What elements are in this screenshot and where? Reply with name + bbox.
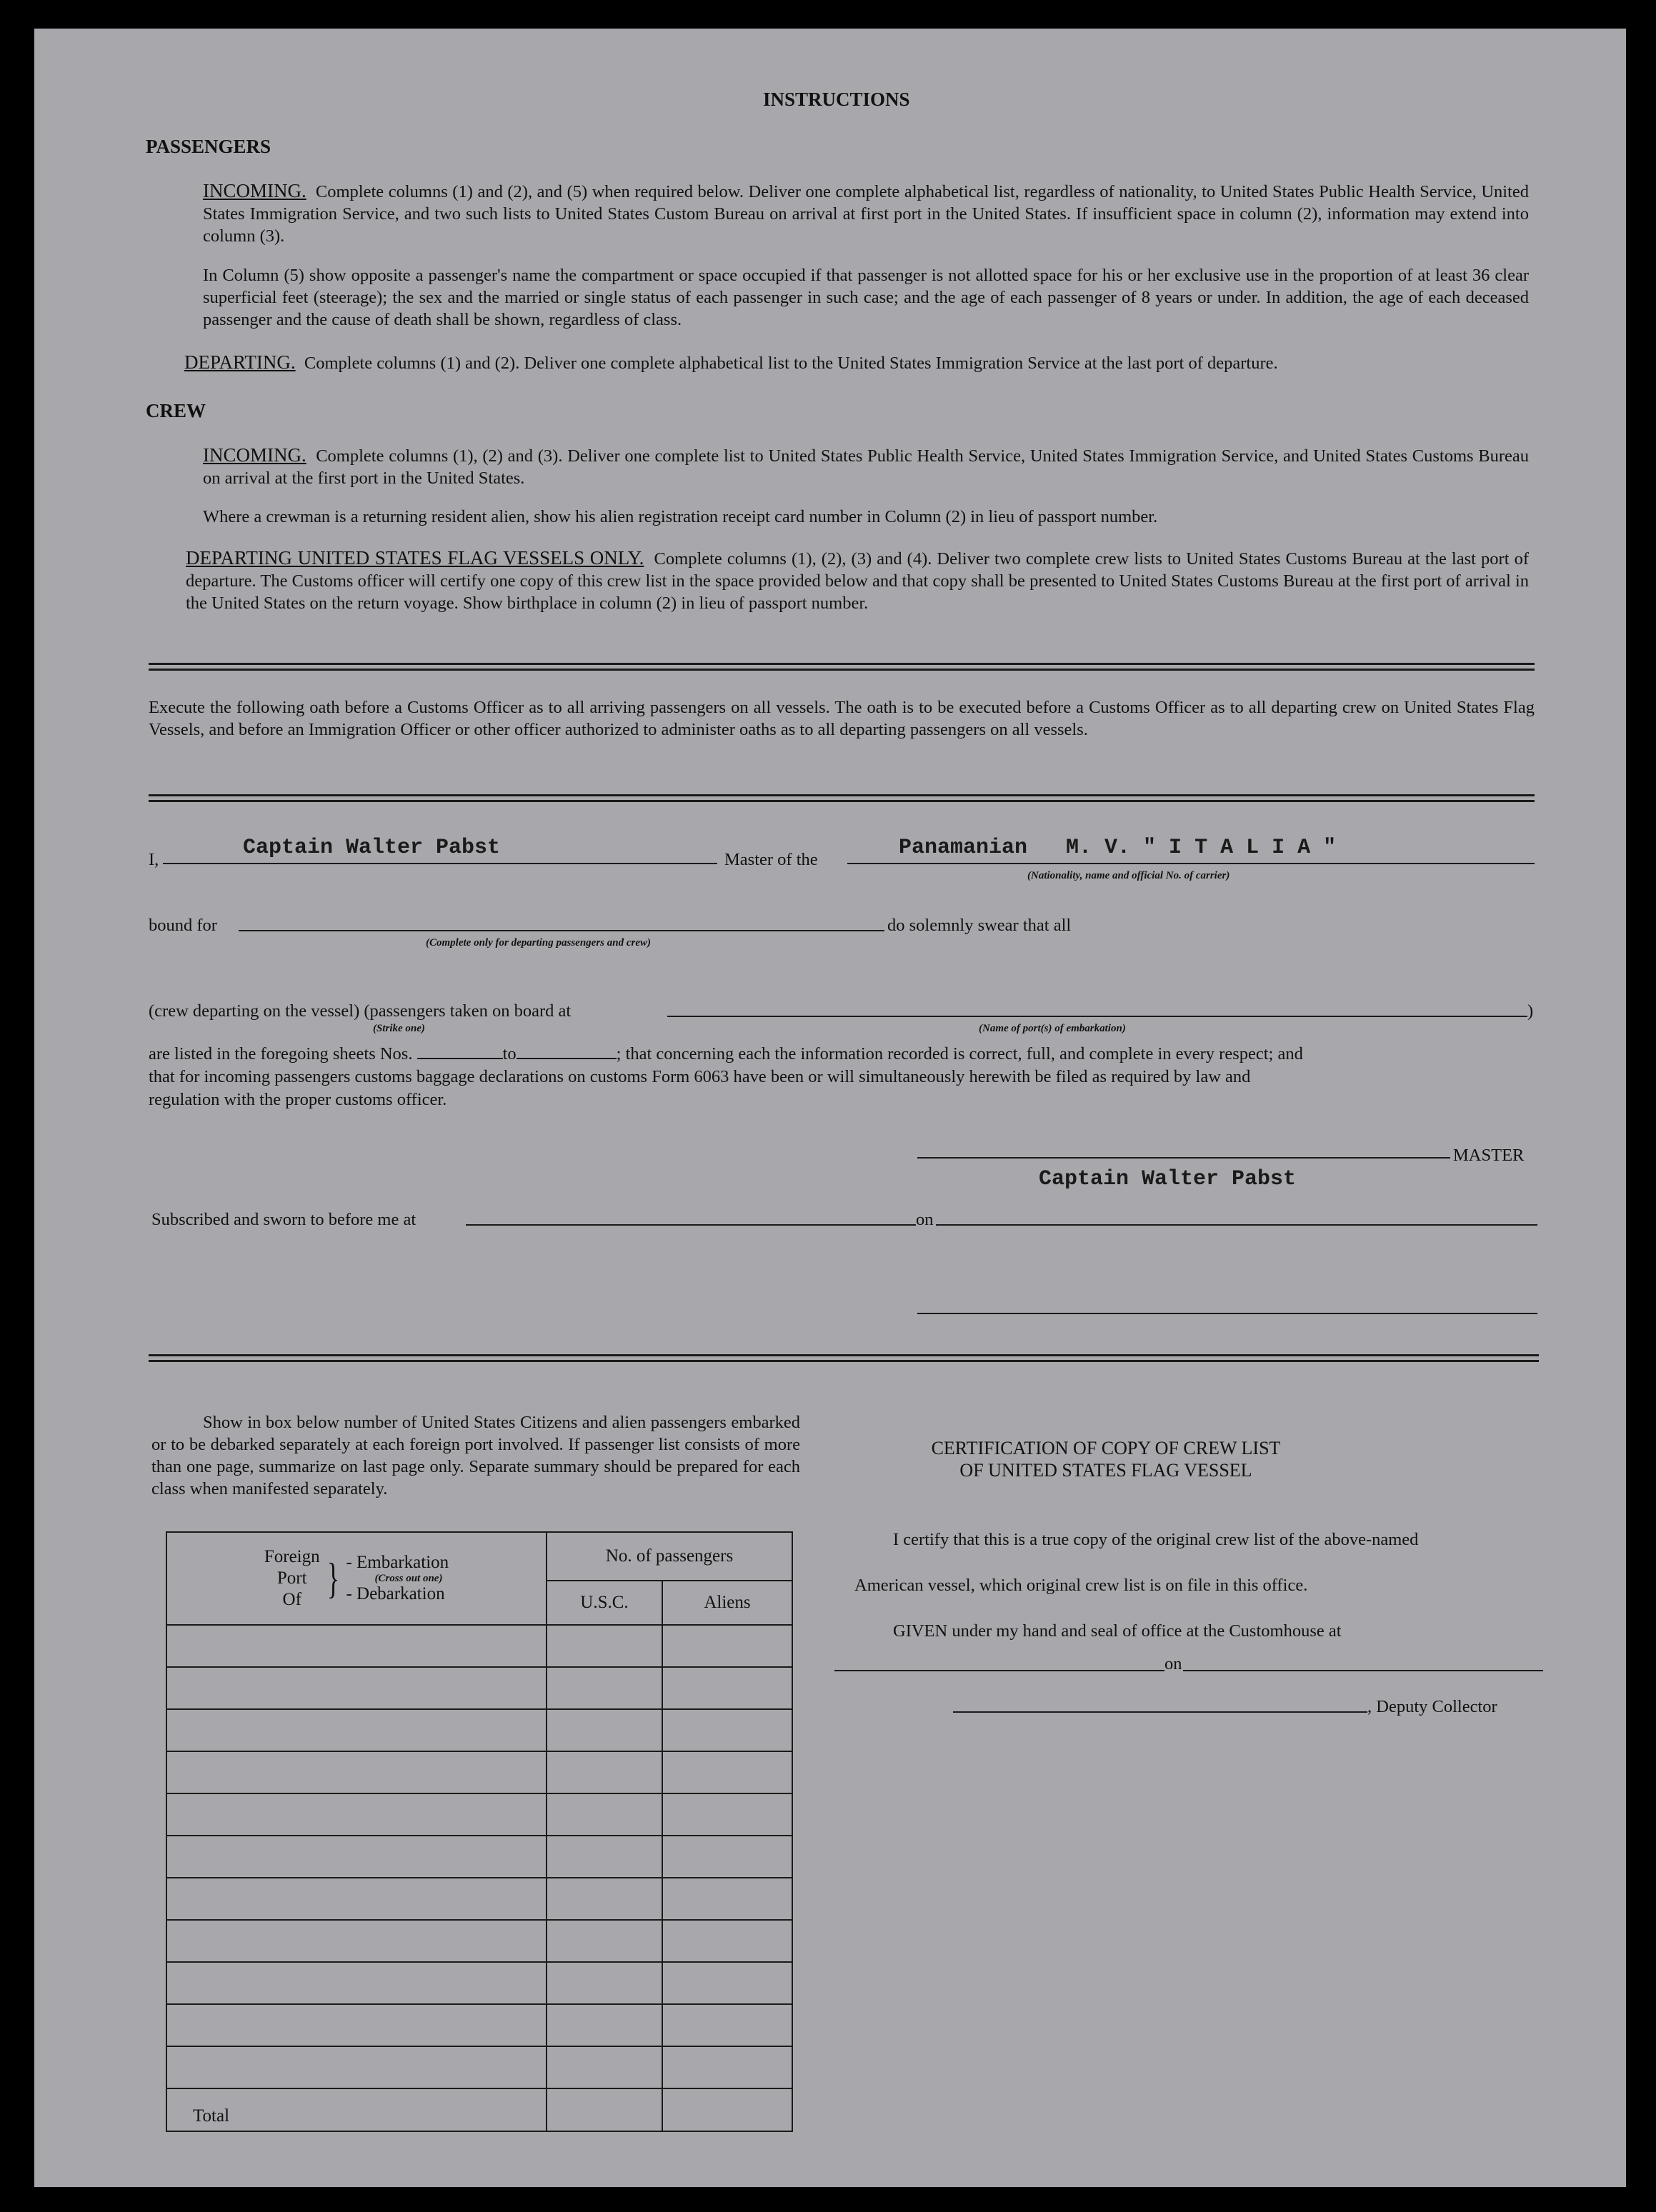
vessel-caption: (Nationality, name and official No. of carrier) — [1027, 870, 1230, 881]
deputy-collector-label: , Deputy Collector — [1367, 1697, 1497, 1716]
port-column-header — [166, 1532, 547, 1625]
crew-departing-label: DEPARTING UNITED STATES FLAG VESSELS ONLY. — [186, 547, 644, 569]
aliens-cell[interactable] — [662, 1878, 792, 1920]
usc-cell[interactable] — [547, 1793, 662, 1836]
passengers-column5-paragraph: In Column (5) show opposite a passenger's name the compartment or space occupied if that passenger is not allotted space for his or her exclusive use in the proportion of at least 36 clear superficial feet (steerage); the sex and the married or single status of each passenger in such case; and the age of each passenger of 8 years or under. In addition, the age of each deceased passenger and the cause of death shall be shown, regardless of class. — [203, 266, 1529, 329]
certification-date-line — [1183, 1670, 1543, 1671]
port-cell[interactable] — [166, 1836, 547, 1878]
listed-to: to — [502, 1044, 517, 1064]
aliens-total-cell[interactable] — [662, 2088, 792, 2131]
divider — [149, 794, 1535, 802]
subscribed-label: Subscribed and sworn to before me at — [151, 1210, 417, 1229]
table-row — [166, 1751, 792, 1793]
aliens-cell[interactable] — [662, 1793, 792, 1836]
crew-incoming-text: Complete columns (1), (2) and (3). Deliver one complete list to United States Public Health Service, United States Immigration Service, and United States Customs Bureau on arrival at the first port in the United States. — [203, 446, 1530, 488]
summary-instructions: Show in box below number of United States Citizens and alien passengers embarked or to be debarked separately at each foreign port involved. If passenger list consists of more than one page, summarize on last page only. Separate summary should be prepared for each class when manifested separately. — [151, 1413, 800, 1498]
master-signature-line — [917, 1157, 1450, 1158]
table-row — [166, 1962, 792, 2004]
port-cell[interactable] — [166, 1751, 547, 1793]
listed-line-1 — [149, 1043, 1539, 1065]
passengers-heading: PASSENGERS — [146, 136, 271, 157]
cross-out-caption: (Cross out one) — [374, 1573, 443, 1584]
table-row — [166, 1836, 792, 1878]
table-row — [166, 1709, 792, 1751]
usc-cell[interactable] — [547, 1667, 662, 1709]
aliens-cell[interactable] — [662, 1667, 792, 1709]
crew-resident-paragraph: Where a crewman is a returning resident alien, show his alien registration receipt card number in Column (2) in lieu of passport number. — [203, 507, 1158, 526]
bound-for-caption: (Complete only for departing passengers and crew) — [426, 937, 651, 949]
passengers-departing-paragraph — [184, 351, 1532, 374]
listed-line-2: that for incoming passengers customs baggage declarations on customs Form 6063 have been or will simultaneously herewith be filed as required by law and — [149, 1067, 1251, 1086]
sheet-to-field[interactable] — [517, 1058, 617, 1059]
port-cell[interactable] — [166, 1667, 547, 1709]
port-header-line: Foreign — [264, 1547, 320, 1566]
port-cell[interactable] — [166, 2004, 547, 2046]
bound-for-label: bound for — [149, 916, 217, 935]
subscribed-date-line — [936, 1224, 1537, 1226]
usc-cell[interactable] — [547, 1962, 662, 2004]
ports-caption: (Name of port(s) of embarkation) — [979, 1023, 1126, 1034]
usc-cell[interactable] — [547, 1920, 662, 1962]
vessel-name: Panamanian M. V. " I T A L I A " — [899, 836, 1337, 860]
master-of-label: Master of the — [724, 850, 818, 869]
no-passengers-header: No. of passengers — [547, 1532, 792, 1581]
vessel-line — [847, 863, 1535, 864]
usc-cell[interactable] — [547, 1751, 662, 1793]
port-cell[interactable] — [166, 1793, 547, 1836]
divider — [149, 1354, 1539, 1362]
table-row — [166, 1793, 792, 1836]
oath-i-label: I, — [149, 850, 159, 869]
customhouse-line — [834, 1670, 1164, 1671]
page-title: INSTRUCTIONS — [763, 89, 910, 110]
aliens-cell[interactable] — [662, 1751, 792, 1793]
crew-heading: CREW — [146, 400, 206, 421]
certification-title-line: OF UNITED STATES FLAG VESSEL — [959, 1460, 1252, 1481]
passenger-summary-table — [166, 1531, 793, 2132]
aliens-cell[interactable] — [662, 1625, 792, 1667]
debarkation-label: - Debarkation — [346, 1584, 445, 1603]
given-line: GIVEN under my hand and seal of office at the Customhouse at — [893, 1621, 1342, 1641]
table-row — [166, 2004, 792, 2046]
certification-title — [856, 1437, 1356, 1481]
certification-title-line: CERTIFICATION OF COPY OF CREW LIST — [931, 1438, 1281, 1458]
passengers-incoming-label: INCOMING. — [203, 180, 306, 201]
passengers-incoming-text: Complete columns (1) and (2), and (5) when required below. Deliver one complete alphabetical list, regardless of nationality, to United States Public Health Service, United States Immigration Service, and two such lists to United States Custom Bureau on arrival at first port in the United States. If insufficient space in column (2), information may extend into column (3). — [203, 182, 1530, 246]
usc-header: U.S.C. — [547, 1581, 662, 1625]
crew-incoming-label: INCOMING. — [203, 444, 306, 466]
crew-departing-label: (crew departing on the vessel) (passengers taken on board at — [149, 1001, 572, 1021]
brace-icon: } — [326, 1555, 339, 1602]
master-name-line — [163, 863, 717, 864]
bound-for-line — [239, 930, 884, 931]
crew-departing-paragraph — [186, 547, 1529, 614]
aliens-cell[interactable] — [662, 2004, 792, 2046]
aliens-cell[interactable] — [662, 1920, 792, 1962]
port-cell[interactable] — [166, 1709, 547, 1751]
ports-line — [667, 1016, 1527, 1017]
total-row — [166, 2088, 792, 2131]
usc-cell[interactable] — [547, 1836, 662, 1878]
table-row — [166, 1920, 792, 1962]
officer-signature-line — [917, 1313, 1537, 1314]
master-name: Captain Walter Pabst — [243, 836, 501, 860]
port-cell[interactable] — [166, 1962, 547, 2004]
aliens-cell[interactable] — [662, 1962, 792, 2004]
crew-incoming-paragraph — [203, 444, 1529, 489]
strike-caption: (Strike one) — [373, 1023, 425, 1034]
table-row — [166, 1625, 792, 1667]
swear-label: do solemnly swear that all — [887, 916, 1072, 935]
subscribed-on-label: on — [916, 1210, 934, 1229]
certification-on-label: on — [1164, 1654, 1182, 1673]
master-label: MASTER — [1453, 1146, 1525, 1165]
table-row — [166, 1667, 792, 1709]
port-cell[interactable] — [166, 1920, 547, 1962]
aliens-cell[interactable] — [662, 1709, 792, 1751]
port-cell[interactable] — [166, 1625, 547, 1667]
listed-post: ; that concerning each the information recorded is correct, full, and complete in every respect; and — [616, 1044, 1303, 1064]
total-label: Total — [166, 2088, 547, 2131]
listed-line-3: regulation with the proper customs officer. — [149, 1090, 447, 1109]
usc-cell[interactable] — [547, 1709, 662, 1751]
passengers-departing-text: Complete columns (1) and (2). Deliver one complete alphabetical list to the United States Immigration Service at the last port of departure. — [304, 354, 1278, 373]
port-header-line: Of — [282, 1590, 301, 1609]
port-header-line: Port — [276, 1568, 307, 1588]
port-cell[interactable] — [166, 2046, 547, 2088]
crew-departing-text: Complete columns (1), (2), (3) and (4). Deliver two complete crew lists to United States Customs Bureau at the last port of departure. The Customs officer will certify one copy of this crew list in the space provided below and that copy shall be presented to United States Customs Bureau at the first port of arrival in the United States on the return voyage. Show birthplace in column (2) in lieu of passport number. — [186, 549, 1529, 613]
table-row — [166, 2046, 792, 2088]
certify-line-2: American vessel, which original crew list is on file in this office. — [854, 1576, 1308, 1595]
master-signature: Captain Walter Pabst — [1039, 1167, 1297, 1191]
sheet-from-field[interactable] — [417, 1058, 503, 1059]
usc-cell[interactable] — [547, 1625, 662, 1667]
subscribed-place-line — [466, 1224, 916, 1226]
usc-total-cell[interactable] — [547, 2088, 662, 2131]
aliens-header: Aliens — [662, 1581, 792, 1625]
usc-cell[interactable] — [547, 1878, 662, 1920]
embarkation-label: - Embarkation — [346, 1553, 449, 1572]
usc-cell[interactable] — [547, 2046, 662, 2088]
table-row — [166, 1878, 792, 1920]
deputy-signature-line — [953, 1711, 1367, 1713]
aliens-cell[interactable] — [662, 2046, 792, 2088]
passengers-incoming-paragraph — [203, 180, 1529, 247]
document-page — [34, 29, 1626, 2187]
divider — [149, 663, 1535, 671]
certify-line-1: I certify that this is a true copy of the original crew list of the above-named — [893, 1530, 1419, 1549]
listed-pre: are listed in the foregoing sheets Nos. — [149, 1044, 413, 1064]
passengers-departing-label: DEPARTING. — [184, 351, 296, 373]
oath-intro: Execute the following oath before a Customs Officer as to all arriving passengers on all vessels. The oath is to be executed before a Customs Officer as to all departing crew on United States Flag Vessels, and before an Immigration Officer or other officer authorized to administer oaths as to all departing passengers on all vessels. — [149, 698, 1535, 739]
aliens-cell[interactable] — [662, 1836, 792, 1878]
usc-cell[interactable] — [547, 2004, 662, 2046]
port-cell[interactable] — [166, 1878, 547, 1920]
close-paren: ) — [1527, 1001, 1534, 1021]
